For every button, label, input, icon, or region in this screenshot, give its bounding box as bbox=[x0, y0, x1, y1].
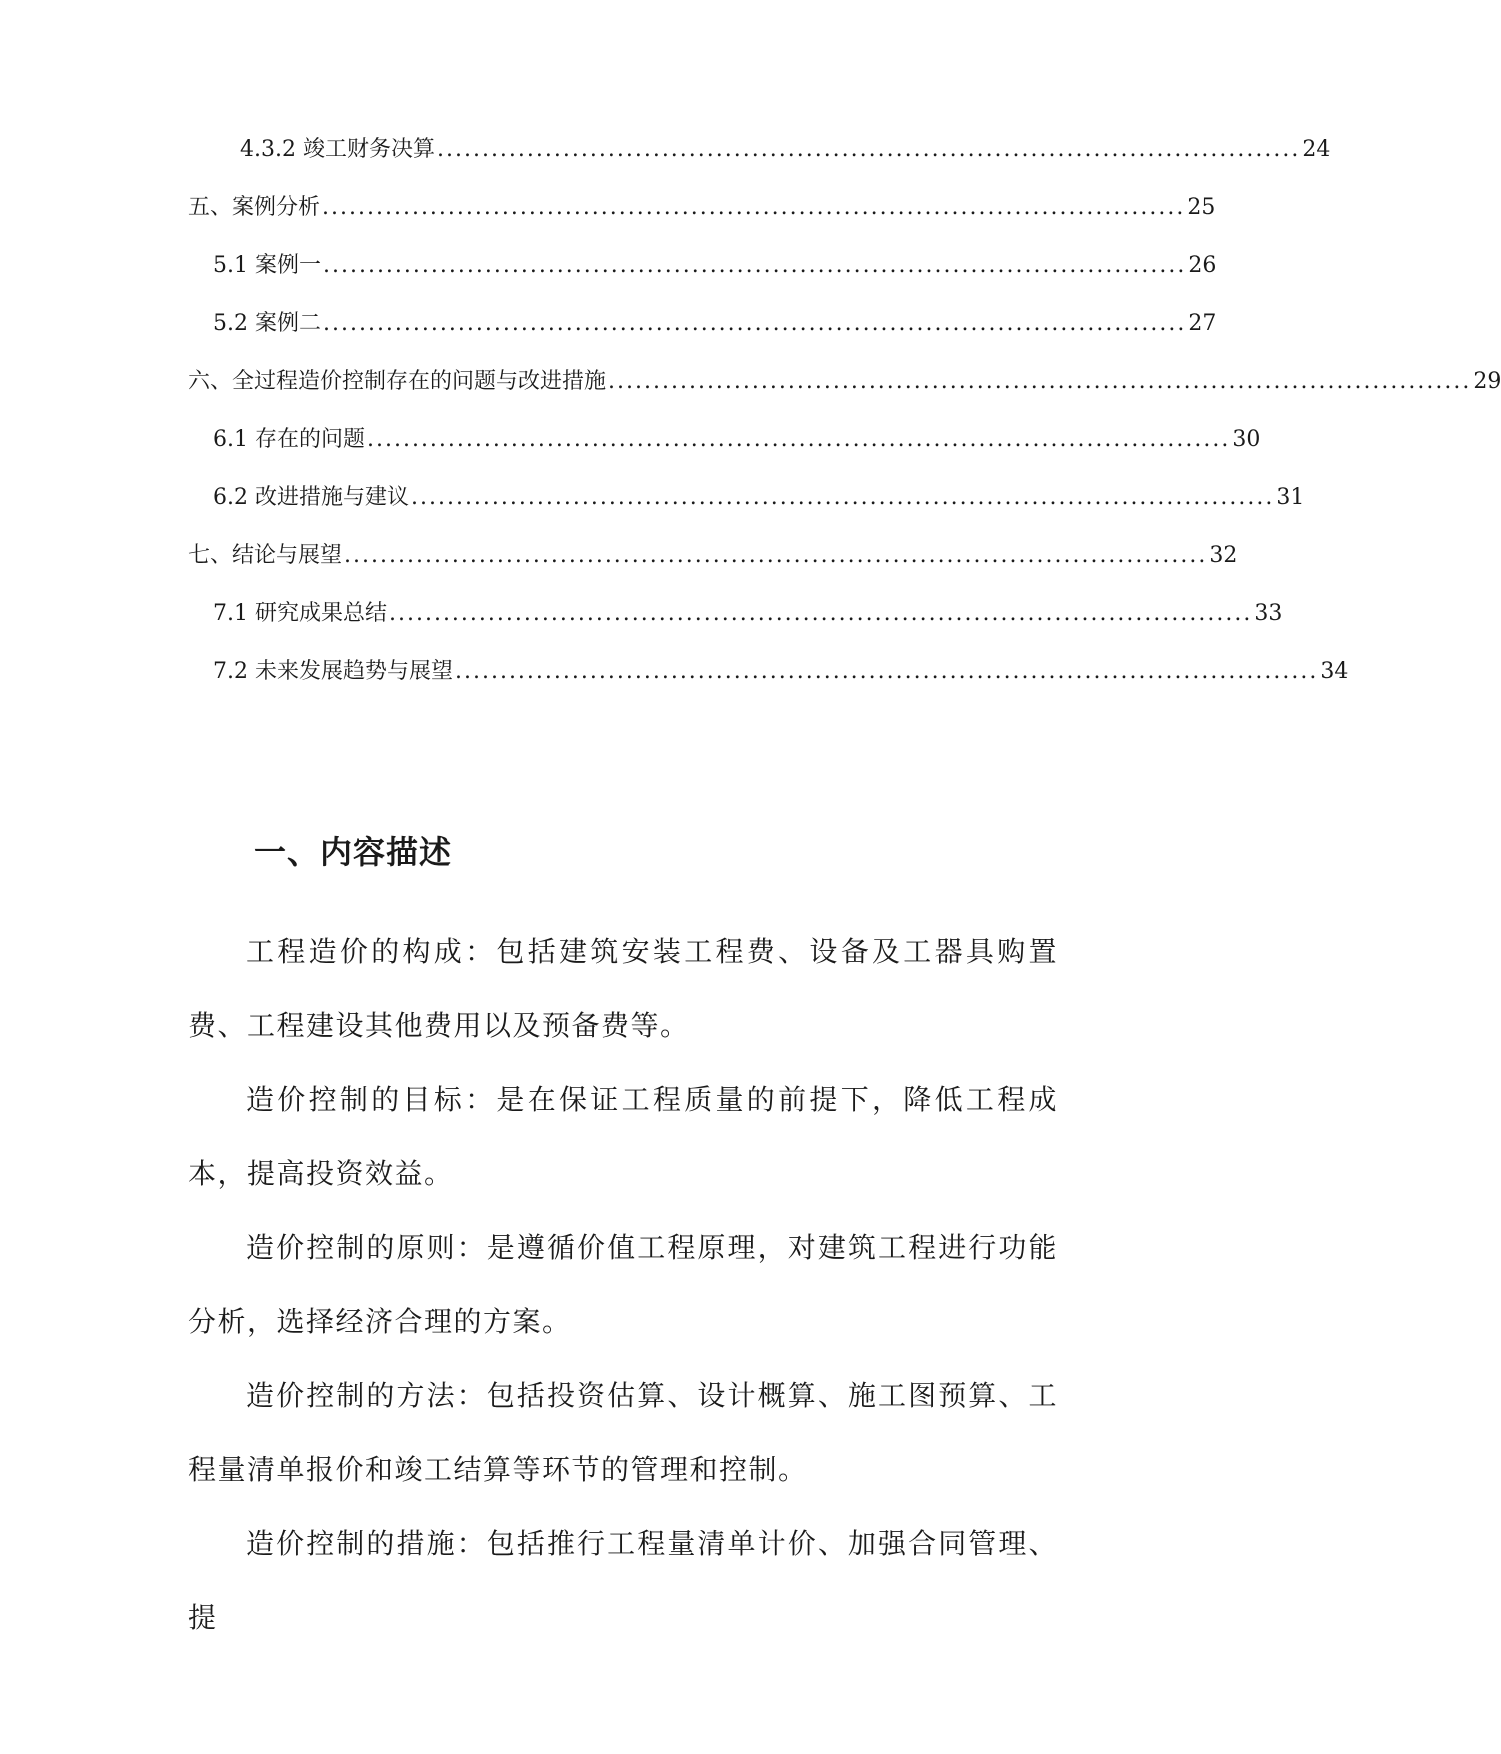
toc-entry-page: 31 bbox=[1276, 485, 1305, 510]
toc-entry[interactable] bbox=[188, 539, 1238, 573]
toc-entry[interactable] bbox=[213, 423, 1261, 457]
toc-entry-page: 29 bbox=[1473, 369, 1501, 394]
toc-leader-dots: ................................................................................................ bbox=[388, 601, 1253, 626]
toc-entry-title: 6.1 存在的问题 bbox=[213, 427, 365, 452]
toc-leader-dots: ................................................................................................ bbox=[322, 195, 1186, 220]
toc-entry-title: 7.1 研究成果总结 bbox=[213, 601, 387, 626]
toc-entry[interactable] bbox=[213, 481, 1305, 515]
toc-leader-dots: ................................................................................................ bbox=[322, 253, 1187, 278]
toc-leader-dots: ................................................................................................ bbox=[410, 485, 1275, 510]
toc-entry-title: 六、全过程造价控制存在的问题与改进措施 bbox=[188, 369, 607, 394]
toc-entry[interactable] bbox=[188, 191, 1216, 225]
toc-entry-page: 26 bbox=[1188, 253, 1217, 278]
paragraph: 造价控制的原则：是遵循价值工程原理，对建筑工程进行功能分析，选择经济合理的方案。 bbox=[188, 1231, 1058, 1338]
toc-leader-dots: ................................................................................................ bbox=[344, 543, 1208, 568]
toc-leader-dots: ................................................................................................ bbox=[454, 659, 1319, 684]
toc-entry-page: 34 bbox=[1320, 659, 1349, 684]
toc-entry[interactable] bbox=[240, 133, 1331, 167]
toc-entry-page: 25 bbox=[1187, 195, 1216, 220]
toc-entry[interactable] bbox=[213, 597, 1283, 631]
toc-leader-dots: ................................................................................................ bbox=[322, 311, 1187, 336]
toc-entry-page: 32 bbox=[1209, 543, 1238, 568]
toc-entry-title: 7.2 未来发展趋势与展望 bbox=[213, 659, 453, 684]
body-text bbox=[188, 915, 1058, 1655]
section-heading: 一、内容描述 bbox=[254, 833, 453, 871]
paragraph: 造价控制的目标：是在保证工程质量的前提下，降低工程成本，提高投资效益。 bbox=[188, 1083, 1058, 1190]
toc-entry-page: 30 bbox=[1232, 427, 1261, 452]
toc-entry[interactable] bbox=[213, 655, 1349, 689]
toc-entry[interactable] bbox=[188, 365, 1501, 399]
toc-entry-page: 27 bbox=[1188, 311, 1217, 336]
toc-leader-dots: ................................................................................................ bbox=[366, 427, 1231, 452]
paragraph: 造价控制的方法：包括投资估算、设计概算、施工图预算、工程量清单报价和竣工结算等环节的管理和控制。 bbox=[188, 1379, 1058, 1486]
toc-entry-title: 5.1 案例一 bbox=[213, 253, 321, 278]
toc-entry-page: 33 bbox=[1254, 601, 1283, 626]
toc-entry[interactable] bbox=[213, 307, 1217, 341]
toc-entry-title: 七、结论与展望 bbox=[188, 543, 343, 568]
toc-leader-dots: ................................................................................................ bbox=[608, 369, 1472, 394]
toc-entry-title: 4.3.2 竣工财务决算 bbox=[240, 137, 435, 162]
toc-entry[interactable] bbox=[213, 249, 1217, 283]
toc-entry-title: 五、案例分析 bbox=[188, 195, 321, 220]
toc-leader-dots: ................................................................................................ bbox=[436, 137, 1301, 162]
toc-entry-title: 5.2 案例二 bbox=[213, 311, 321, 336]
toc-entry-title: 6.2 改进措施与建议 bbox=[213, 485, 409, 510]
toc-entry-page: 24 bbox=[1302, 137, 1331, 162]
paragraph: 工程造价的构成：包括建筑安装工程费、设备及工器具购置费、工程建设其他费用以及预备费等。 bbox=[188, 935, 1058, 1042]
paragraph: 造价控制的措施：包括推行工程量清单计价、加强合同管理、提 bbox=[188, 1527, 1058, 1634]
